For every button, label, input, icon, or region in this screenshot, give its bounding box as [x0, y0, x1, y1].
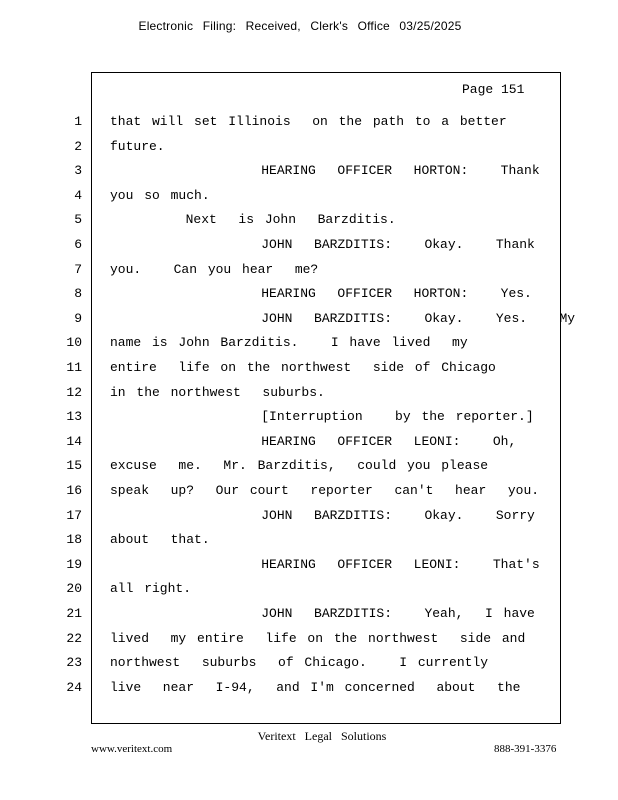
line-text: HEARING OFFICER HORTON: Yes. [110, 286, 532, 301]
line-text: JOHN BARZDITIS: Okay. Thank [110, 237, 535, 252]
line-text: lived my entire life on the northwest side and [110, 631, 526, 646]
line-number: 21 [66, 606, 82, 621]
line-text: you so much. [110, 188, 210, 203]
line-number: 14 [66, 434, 82, 449]
line-text: entire life on the northwest side of Chicago [110, 360, 496, 375]
line-number: 11 [66, 360, 82, 375]
line-text: about that. [110, 532, 210, 547]
line-number: 15 [66, 458, 82, 473]
line-text: name is John Barzditis. I have lived my [110, 335, 468, 350]
line-number: 12 [66, 385, 82, 400]
line-number: 24 [66, 680, 82, 695]
line-number: 3 [74, 163, 82, 178]
footer-phone: 888-391-3376 [494, 743, 557, 755]
line-number: 22 [66, 631, 82, 646]
line-number: 1 [74, 114, 82, 129]
line-number: 7 [74, 262, 82, 277]
line-text: HEARING OFFICER LEONI: Oh, [110, 434, 517, 449]
line-text: future. [110, 139, 165, 154]
line-number: 4 [74, 188, 82, 203]
line-number: 6 [74, 237, 82, 252]
line-text: live near I-94, and I'm concerned about the [110, 680, 521, 695]
line-text: speak up? Our court reporter can't hear you. [110, 483, 540, 498]
line-number: 13 [66, 409, 82, 424]
line-text: Next is John Barzditis. [110, 212, 396, 227]
line-number: 5 [74, 212, 82, 227]
footer-company: Veritext Legal Solutions [257, 729, 387, 743]
filing-stamp-header: Electronic Filing: Received, Clerk's Office 03/25/2025 [138, 19, 462, 33]
line-number: 16 [66, 483, 82, 498]
line-text: you. Can you hear me? [110, 262, 319, 277]
line-text: JOHN BARZDITIS: Yeah, I have [110, 606, 535, 621]
line-text: that will set Illinois on the path to a better [110, 114, 507, 129]
line-number: 18 [66, 532, 82, 547]
line-text: all right. [110, 581, 192, 596]
line-number: 8 [74, 286, 82, 301]
line-text: JOHN BARZDITIS: Okay. Yes. My [110, 311, 576, 326]
line-number: 9 [74, 311, 82, 326]
line-number: 2 [74, 139, 82, 154]
line-text: HEARING OFFICER HORTON: Thank [110, 163, 540, 178]
line-number: 20 [66, 581, 82, 596]
line-number: 10 [66, 335, 82, 350]
line-text: in the northwest suburbs. [110, 385, 325, 400]
page-number: Page 151 [462, 82, 525, 97]
line-number: 17 [66, 508, 82, 523]
line-number: 23 [66, 655, 82, 670]
line-text: HEARING OFFICER LEONI: That's [110, 557, 540, 572]
footer-website: www.veritext.com [91, 743, 173, 755]
line-text: JOHN BARZDITIS: Okay. Sorry [110, 508, 535, 523]
line-text: excuse me. Mr. Barzditis, could you please [110, 458, 489, 473]
line-text: northwest suburbs of Chicago. I currently [110, 655, 489, 670]
line-text: [Interruption by the reporter.] [110, 409, 534, 424]
line-number: 19 [66, 557, 82, 572]
